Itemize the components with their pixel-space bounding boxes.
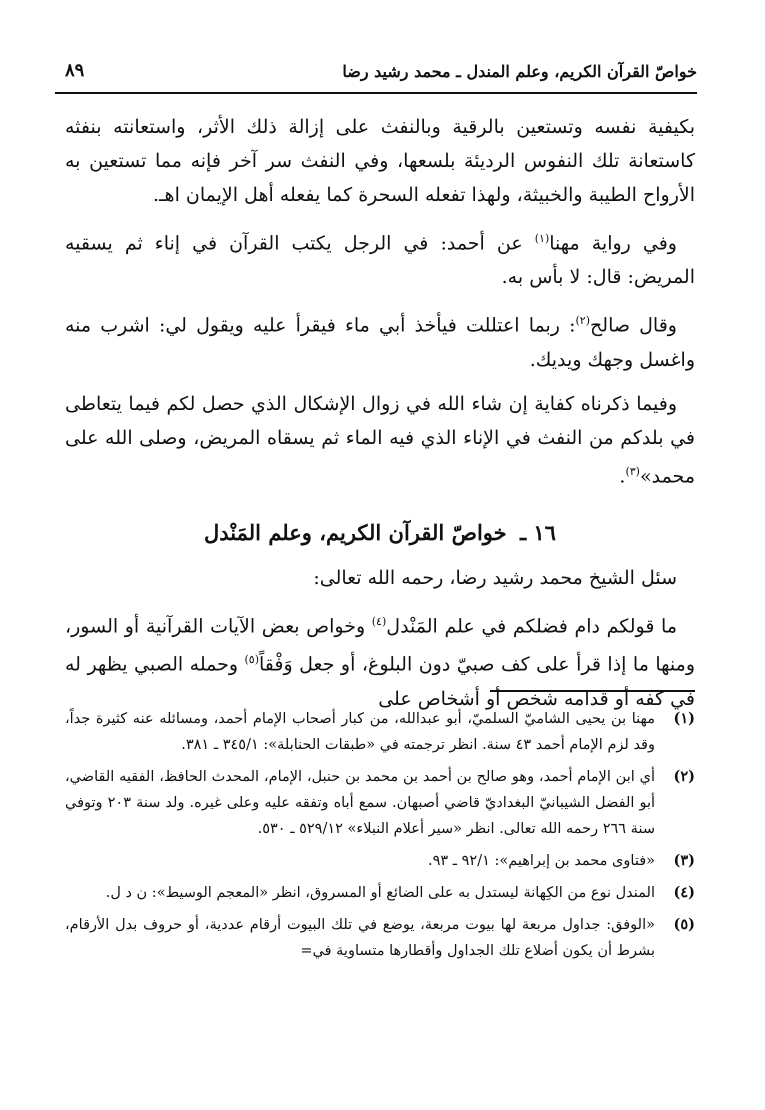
footnote-2 <box>65 764 695 842</box>
footnotes <box>65 706 695 970</box>
page-number: ٨٩ <box>65 60 85 81</box>
footnote-ref-3[interactable]: (٣) <box>625 464 640 478</box>
paragraph-3-rest: : ربما اعتللت فيأخذ أبي ماء فيقرأ عليه ويقول لي: اشرب منه واغسل وجهك ويديك. <box>65 314 695 371</box>
paragraph-6 <box>65 605 695 716</box>
footnote-mark: (٣) <box>673 852 695 869</box>
paragraph-6-lead: ما قولكم دام فضلكم في علم المَنْدل <box>386 615 677 638</box>
footnote-ref-1[interactable]: (١) <box>534 232 550 245</box>
section-number: ١٦ ـ <box>519 519 556 545</box>
paragraph-2-lead: وفي رواية مهنا <box>549 232 677 255</box>
footnote-ref-5[interactable]: (٥) <box>244 653 260 667</box>
footnote-mark: (٢) <box>673 768 695 785</box>
footnote-mark: (٤) <box>673 884 695 901</box>
footnote-separator <box>490 690 695 692</box>
footnote-mark: (٥) <box>673 916 695 933</box>
footnote-text: «فتاوى محمد بن إبراهيم»: ٩٢/١ ـ ٩٣. <box>427 853 655 869</box>
section-title: خواصّ القرآن الكريم، وعلم المَنْدل <box>204 519 507 545</box>
footnote-text: أي ابن الإمام أحمد، وهو صالح بن أحمد بن محمد بن حنبل، الإمام، المحدث الحافظ، الفقيه القاضي، أبو الفضل الشيبانيّ البغداديّ قاضي أصبهان. سمع أباه وتفقه عليه وعلى غيره. ولد سنة ٢٠٣ وتوفي سنة ٢٦٦ رحمه الله تعالى. انظر «سير أعلام النبلاء» ٥٢٩/١٢ ـ ٥٣٠. <box>65 769 656 837</box>
page-header <box>55 58 697 94</box>
paragraph-1-text: بكيفية نفسه وتستعين بالرقية وبالنفث على إزالة ذلك الأثر، واستعانته بنفثه كاستعانة تلك النفوس الرديئة بلسعها، وفي النفث سر آخر فإنه مما تستعين به الأرواح الطيبة والخبيثة، ولهذا تفعله السحرة كما يفعله أهل الإيمان اهـ. <box>65 116 695 206</box>
paragraph-5-text: سئل الشيخ محمد رشيد رضا، رحمه الله تعالى: <box>313 566 677 589</box>
main-text <box>65 110 695 726</box>
paragraph-4-text: وفيما ذكرناه كفاية إن شاء الله في زوال الإشكال الذي حصل لكم فيما يتعاطى في بلدكم من النفث في الإناء الذي فيه الماء ثم يسقاه المريض، وصلى الله على محمد» <box>65 392 695 487</box>
footnote-3 <box>65 848 695 874</box>
footnote-mark: (١) <box>673 710 695 727</box>
footnote-text: المندل نوع من الكِهانة ليستدل به على الضائع أو المسروق، انظر «المعجم الوسيط»: ن د ل. <box>105 885 655 901</box>
paragraph-6-middle: وخواص بعض الآيات القرآنية أو السور، ومنها ما إذا قرأ على كف صبيّ دون البلوغ، أو جعل وَفْقاً <box>65 615 695 676</box>
paragraph-2-rest: عن أحمد: في الرجل يكتب القرآن في إناء ثم يسقيه المريض: قال: لا بأس به. <box>65 232 695 289</box>
footnote-ref-2[interactable]: (٢) <box>575 314 591 328</box>
footnote-1 <box>65 706 695 758</box>
paragraph-2 <box>65 222 695 294</box>
paragraph-4-end: . <box>619 464 626 487</box>
running-title: خواصّ القرآن الكريم، وعلم المندل ـ محمد رشيد رضا <box>342 62 697 81</box>
paragraph-5 <box>65 561 695 595</box>
footnote-text: «الوفق: جداول مربعة لها بيوت مربعة، يوضع في تلك البيوت أرقام عددية، أو حروف بدل الأرقام، بشرط أن يكون أضلاع تلك الجداول وأقطارها متساوية في= <box>65 917 655 959</box>
footnote-text: مهنا بن يحيى الشاميّ السلميّ، أبو عبدالله، من كبار أصحاب الإمام أحمد، ومسائله عنه كثيرة جداً، وقد لزم الإمام أحمد ٤٣ سنة. انظر ترجمته في «طبقات الحنابلة»: ٣٤٥/١ ـ ٣٨١. <box>65 711 655 753</box>
paragraph-1 <box>65 110 695 212</box>
paragraph-3 <box>65 304 695 376</box>
footnote-5 <box>65 912 695 964</box>
footnote-4 <box>65 880 695 906</box>
section-heading <box>65 515 695 551</box>
footnote-ref-4[interactable]: (٤) <box>371 614 387 628</box>
paragraph-6-end: وحمله الصبي يظهر له في كفه أو قدامه شخص أو أشخاص على <box>65 653 695 710</box>
paragraph-3-lead: وقال صالح <box>590 314 677 337</box>
paragraph-4 <box>65 387 695 493</box>
